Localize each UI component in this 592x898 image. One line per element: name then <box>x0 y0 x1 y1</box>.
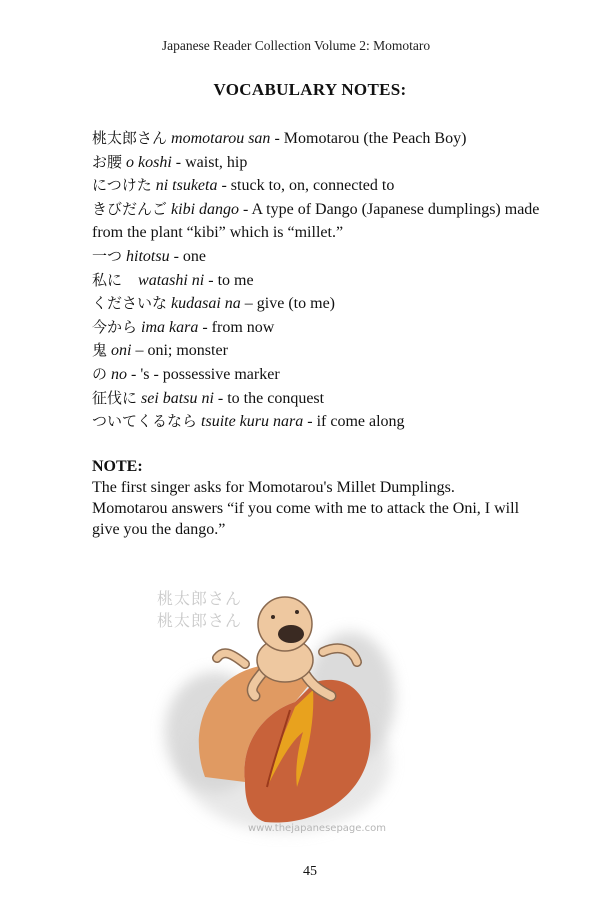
vocab-item <box>92 151 542 175</box>
vocab-japanese: 私に <box>92 270 123 289</box>
vocab-separator: - <box>171 153 186 171</box>
watermark-url: www.thejapanesepage.com <box>248 823 386 834</box>
page-number: 45 <box>303 864 317 879</box>
vocab-item <box>92 387 542 411</box>
overlay-japanese-text: 桃太郎さん <box>157 589 243 608</box>
vocab-item <box>92 410 542 434</box>
vocab-japanese: 一つ <box>92 246 123 265</box>
baby-eye <box>295 610 299 614</box>
vocab-romaji: kibi dango <box>171 200 240 218</box>
vocab-item <box>92 292 542 316</box>
vocab-romaji: watashi ni <box>138 271 205 289</box>
overlay-japanese-text: 桃太郎さん <box>157 611 243 630</box>
baby-eye <box>271 615 275 619</box>
vocab-separator: - <box>169 247 183 265</box>
vocab-item <box>92 198 542 245</box>
vocab-romaji: momotarou san <box>171 130 271 147</box>
running-header: Japanese Reader Collection Volume 2: Momotaro <box>161 38 431 53</box>
vocab-definition: to the conquest <box>227 389 325 407</box>
vocab-definition: to me <box>217 271 254 289</box>
vocab-japanese: につけた <box>92 176 152 195</box>
vocab-definition: 's - possessive marker <box>140 365 280 383</box>
baby-mouth <box>278 625 304 643</box>
vocab-romaji: kudasai na <box>171 295 241 313</box>
vocab-romaji: o koshi <box>126 153 172 171</box>
vocab-definition: A type of Dango (Japanese dumplings) made from the plant “kibi” which is “millet.” <box>92 200 540 242</box>
vocabulary-list <box>92 127 542 434</box>
vocab-separator: - <box>213 389 228 407</box>
note-section <box>92 456 532 540</box>
section-title: VOCABULARY NOTES: <box>213 80 407 99</box>
vocab-japanese: 征伐に <box>92 388 138 407</box>
vocab-separator: - <box>270 130 284 147</box>
vocab-separator: – <box>131 342 148 360</box>
baby-head <box>258 597 312 651</box>
vocab-definition: give (to me) <box>256 295 335 313</box>
vocab-definition: waist, hip <box>185 153 248 171</box>
vocab-japanese: 桃太郎さん <box>92 129 168 147</box>
vocab-japanese: 鬼 <box>92 341 108 360</box>
vocab-romaji: no <box>111 365 128 383</box>
vocab-romaji: oni <box>111 342 132 360</box>
vocab-romaji: hitotsu <box>126 247 170 265</box>
vocab-romaji: sei batsu ni <box>141 389 214 407</box>
vocab-romaji: ni tsuketa <box>155 177 218 195</box>
vocab-definition: one <box>182 247 207 265</box>
vocab-separator: - <box>204 271 218 289</box>
vocab-item <box>92 316 542 340</box>
vocab-japanese: お腰 <box>92 152 123 171</box>
vocab-japanese: 今から <box>92 317 138 336</box>
vocab-japanese: の <box>92 364 108 383</box>
note-heading: NOTE: <box>92 458 143 475</box>
vocab-separator: - <box>217 177 231 195</box>
vocab-item <box>92 127 542 151</box>
vocab-japanese: ついてくるなら <box>92 412 198 431</box>
vocab-item <box>92 363 542 387</box>
vocab-item <box>92 339 542 363</box>
vocab-item <box>92 269 542 293</box>
vocab-separator: - <box>239 200 252 218</box>
vocab-item <box>92 174 542 198</box>
vocab-definition: from now <box>211 318 275 336</box>
vocab-definition: oni; monster <box>147 342 228 360</box>
vocab-japanese: きびだんご <box>92 199 168 218</box>
vocab-definition: if come along <box>316 413 405 431</box>
vocab-separator: - <box>303 413 317 431</box>
vocab-romaji: ima kara <box>141 318 199 336</box>
vocab-definition: stuck to, on, connected to <box>230 177 395 195</box>
vocab-item <box>92 245 542 269</box>
vocab-definition: Momotarou (the Peach Boy) <box>283 130 467 147</box>
vocab-separator: – <box>240 295 257 313</box>
vocab-romaji: tsuite kuru nara <box>201 413 304 431</box>
vocab-japanese: くださいな <box>92 294 168 313</box>
vocab-separator: - <box>127 365 141 383</box>
vocab-separator: - <box>198 318 212 336</box>
note-text: The first singer asks for Momotarou's Millet Dumplings. Momotarou answers “if you come with me to attack the Oni, I will give you the dango.” <box>92 479 520 538</box>
